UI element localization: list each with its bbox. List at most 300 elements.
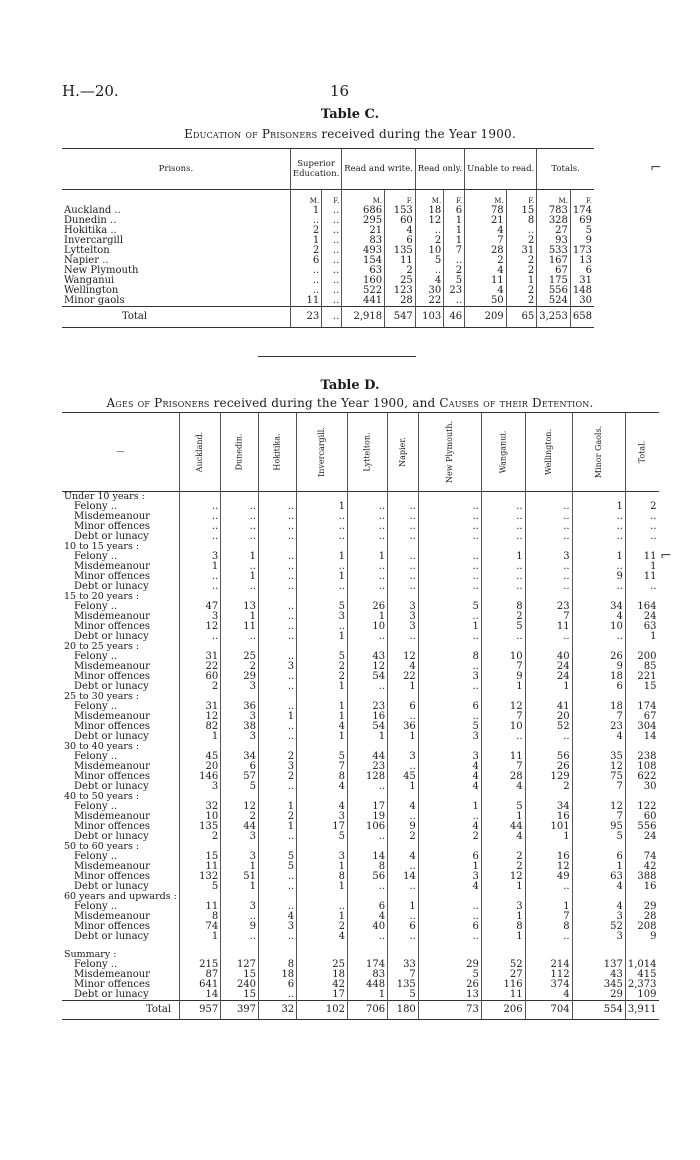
table-cell: 123 — [385, 286, 416, 296]
table-cell: 1 — [297, 682, 348, 692]
total-row — [62, 307, 594, 328]
table-cell: 4 — [465, 226, 507, 236]
table-cell: .. — [221, 632, 259, 642]
table-cell: 1 — [625, 632, 658, 642]
table-cell: .. — [481, 522, 525, 532]
table-cell: 493 — [342, 246, 385, 256]
table-cell: .. — [297, 902, 348, 912]
table-row — [62, 732, 659, 742]
mf-label: M. — [537, 190, 571, 207]
table-cell: 32 — [179, 802, 220, 812]
column-header-label: Wellington. — [543, 429, 553, 475]
table-cell: 15 — [179, 852, 220, 862]
table-cell: 3 — [418, 872, 481, 882]
table-cell: 15 — [221, 970, 259, 980]
table-cell: 51 — [221, 872, 259, 882]
table-cell: 41 — [525, 702, 572, 712]
table-cell: .. — [179, 502, 220, 512]
table-cell: .. — [347, 572, 387, 582]
table-cell: 135 — [385, 246, 416, 256]
table-cell: 200 — [625, 652, 658, 662]
table-cell: 18 — [297, 970, 348, 980]
table-cell: 12 — [572, 762, 625, 772]
table-cell: 1 — [418, 862, 481, 872]
table-cell: 23 — [347, 702, 387, 712]
table-cell: .. — [525, 532, 572, 542]
table-cell: 2 — [506, 266, 537, 276]
table-cell: 25 — [221, 652, 259, 662]
table-cell: .. — [259, 732, 297, 742]
col-category-dash: — — [116, 447, 125, 456]
total-label: Total — [62, 1001, 179, 1020]
table-cell: 2 — [465, 256, 507, 266]
table-cell: .. — [481, 572, 525, 582]
row-label: Minor offences — [74, 979, 150, 990]
table-cell: 26 — [572, 652, 625, 662]
table-cell: 8 — [259, 960, 297, 970]
table-cell: .. — [322, 226, 342, 236]
table-c — [62, 148, 594, 328]
table-cell: 16 — [525, 852, 572, 862]
table-d — [62, 412, 659, 1020]
table-cell: 215 — [179, 960, 220, 970]
table-cell: 1 — [481, 932, 525, 942]
table-cell: 1 — [625, 562, 658, 572]
table-cell: .. — [418, 712, 481, 722]
table-cell: 622 — [625, 772, 658, 782]
table-cell: 3 — [221, 682, 259, 692]
table-cell: 52 — [525, 722, 572, 732]
table-cell: 11 — [625, 572, 658, 582]
table-cell: 14 — [388, 872, 419, 882]
table-cell: 44 — [221, 822, 259, 832]
total-cell: .. — [322, 307, 342, 328]
table-cell: .. — [347, 782, 387, 792]
table-cell: .. — [625, 582, 658, 592]
table-cell: .. — [415, 266, 443, 276]
table-cell: .. — [418, 812, 481, 822]
table-cell: .. — [322, 236, 342, 246]
table-cell: 8 — [347, 862, 387, 872]
table-cell: 6 — [444, 206, 465, 216]
table-cell: .. — [572, 512, 625, 522]
table-cell: 6 — [572, 682, 625, 692]
table-cell: 6 — [418, 702, 481, 712]
table-cell: .. — [388, 522, 419, 532]
table-cell: 8 — [297, 772, 348, 782]
table-row — [62, 532, 659, 542]
table-cell: .. — [388, 582, 419, 592]
table-cell: 28 — [481, 772, 525, 782]
table-cell: .. — [388, 632, 419, 642]
table-cell: 4 — [297, 932, 348, 942]
table-cell: 2,373 — [625, 980, 658, 990]
row-label: New Plymouth — [64, 265, 139, 276]
table-cell: 3 — [221, 902, 259, 912]
table-cell: 23 — [525, 602, 572, 612]
table-cell: 4 — [572, 612, 625, 622]
margin-mark: ⌐ — [650, 160, 662, 176]
table-cell: 45 — [179, 752, 220, 762]
table-cell: 1 — [297, 862, 348, 872]
table-cell: 30 — [570, 296, 594, 307]
table-row — [62, 206, 594, 216]
table-cell: .. — [572, 632, 625, 642]
page-reference: H.—20. — [62, 82, 119, 100]
table-cell: .. — [418, 512, 481, 522]
group-heading: 25 to 30 years : — [64, 691, 140, 702]
table-cell: 1 — [297, 702, 348, 712]
table-cell: 2 — [418, 832, 481, 842]
table-cell: .. — [481, 732, 525, 742]
total-cell: 209 — [465, 307, 507, 328]
table-cell: 7 — [465, 236, 507, 246]
spacer-cell — [418, 942, 481, 950]
table-cell: 14 — [625, 732, 658, 742]
page-number: 16 — [330, 82, 350, 100]
table-cell: 28 — [625, 912, 658, 922]
table-cell: .. — [290, 286, 321, 296]
total-label: Total — [62, 307, 290, 328]
table-cell: 7 — [525, 912, 572, 922]
table-row — [62, 286, 594, 296]
table-cell: 2 — [525, 782, 572, 792]
table-c-subtitle-caps: Education of Prisoners — [184, 127, 318, 141]
table-cell: 42 — [297, 980, 348, 990]
table-cell: 3 — [388, 622, 419, 632]
total-cell: 65 — [506, 307, 537, 328]
table-cell: .. — [179, 532, 220, 542]
table-cell: 2 — [415, 236, 443, 246]
table-cell: 3 — [221, 712, 259, 722]
column-header-label: Invercargill. — [317, 427, 327, 477]
table-cell: 1 — [221, 612, 259, 622]
table-row — [62, 226, 594, 236]
table-cell: 106 — [347, 822, 387, 832]
table-cell: 6 — [572, 852, 625, 862]
table-cell: 78 — [465, 206, 507, 216]
table-cell: 1 — [572, 552, 625, 562]
table-cell: 641 — [179, 980, 220, 990]
total-cell: 206 — [481, 1001, 525, 1020]
table-cell: 9 — [572, 662, 625, 672]
spacer-cell — [525, 942, 572, 950]
table-cell: .. — [525, 582, 572, 592]
table-cell: 3 — [572, 912, 625, 922]
table-cell: 1 — [525, 902, 572, 912]
table-cell: 122 — [625, 802, 658, 812]
table-cell: 9 — [570, 236, 594, 246]
table-cell: 1 — [179, 562, 220, 572]
table-cell: 174 — [570, 206, 594, 216]
table-cell: 5 — [418, 602, 481, 612]
table-cell: 74 — [179, 922, 220, 932]
column-header-label: Lyttelton. — [362, 432, 372, 472]
table-cell: 5 — [259, 852, 297, 862]
table-cell: 109 — [625, 990, 658, 1001]
table-cell: 8 — [481, 602, 525, 612]
row-label: Minor offences — [74, 521, 150, 532]
table-cell: 45 — [388, 772, 419, 782]
table-cell: 4 — [388, 852, 419, 862]
table-cell: 9 — [625, 932, 658, 942]
total-cell: 46 — [444, 307, 465, 328]
mf-header-row — [62, 190, 594, 207]
table-cell: 5 — [418, 722, 481, 732]
table-cell: 2 — [385, 266, 416, 276]
table-cell: 7 — [444, 246, 465, 256]
table-cell: 2 — [179, 682, 220, 692]
table-cell: 3 — [388, 612, 419, 622]
table-cell: 12 — [572, 802, 625, 812]
table-cell: 11 — [481, 990, 525, 1001]
row-label: Felony .. — [74, 801, 118, 812]
column-header-label: Dunedin. — [234, 433, 244, 471]
table-cell: 304 — [625, 722, 658, 732]
table-cell: 146 — [179, 772, 220, 782]
table-cell: 1 — [388, 682, 419, 692]
table-cell: 28 — [385, 296, 416, 307]
table-cell: 31 — [179, 702, 220, 712]
table-cell: 12 — [179, 622, 220, 632]
table-cell: 8 — [525, 922, 572, 932]
table-cell: 5 — [481, 802, 525, 812]
column-header-label: Wanganui. — [498, 430, 508, 474]
table-cell: .. — [625, 512, 658, 522]
table-cell: 7 — [572, 782, 625, 792]
table-cell: 214 — [525, 960, 572, 970]
table-cell: 556 — [537, 286, 571, 296]
table-cell: 56 — [347, 872, 387, 882]
table-cell: 160 — [342, 276, 385, 286]
table-cell: .. — [388, 552, 419, 562]
table-cell: 4 — [297, 782, 348, 792]
table-cell: 63 — [625, 622, 658, 632]
row-label: Misdemeanour — [74, 561, 150, 572]
table-cell: .. — [388, 862, 419, 872]
table-cell: 60 — [179, 672, 220, 682]
table-cell: .. — [179, 572, 220, 582]
table-cell: 60 — [625, 812, 658, 822]
table-cell: .. — [388, 572, 419, 582]
table-cell: 85 — [625, 662, 658, 672]
table-cell: .. — [179, 632, 220, 642]
table-cell: 21 — [342, 226, 385, 236]
table-cell: 44 — [347, 752, 387, 762]
table-cell: .. — [259, 682, 297, 692]
table-cell: .. — [525, 572, 572, 582]
spacer-cell — [481, 942, 525, 950]
table-cell: .. — [259, 582, 297, 592]
table-cell: 5 — [221, 782, 259, 792]
table-c-subtitle-rest: received during the Year 1900. — [321, 127, 516, 141]
table-cell: .. — [388, 912, 419, 922]
table-cell: 16 — [347, 712, 387, 722]
table-cell: 6 — [388, 702, 419, 712]
table-cell: 1 — [347, 732, 387, 742]
table-cell: 18 — [415, 206, 443, 216]
table-cell: 4 — [572, 882, 625, 892]
table-cell: 23 — [572, 722, 625, 732]
table-cell: 26 — [418, 980, 481, 990]
table-cell: 2 — [179, 832, 220, 842]
table-cell: .. — [322, 276, 342, 286]
table-cell: 4 — [388, 802, 419, 812]
table-cell: 2 — [506, 256, 537, 266]
table-cell: 1 — [481, 552, 525, 562]
column-header — [347, 413, 387, 492]
table-c-subtitle — [0, 127, 700, 141]
group-heading: Under 10 years : — [64, 491, 145, 502]
table-cell: 11 — [481, 752, 525, 762]
group-heading: 40 to 50 years : — [64, 791, 140, 802]
margin-mark: ⌐ — [660, 548, 672, 564]
table-cell: 1 — [388, 902, 419, 912]
table-cell: 112 — [525, 970, 572, 980]
col-category — [62, 413, 179, 492]
spacer-row — [62, 942, 659, 950]
table-cell: .. — [418, 912, 481, 922]
table-cell: 3 — [179, 782, 220, 792]
table-cell: .. — [418, 502, 481, 512]
row-label: Felony .. — [74, 959, 118, 970]
table-cell: 1 — [297, 732, 348, 742]
table-cell: .. — [322, 246, 342, 256]
total-cell: 103 — [415, 307, 443, 328]
table-cell: .. — [444, 256, 465, 266]
row-label: Felony .. — [74, 601, 118, 612]
table-cell: 441 — [342, 296, 385, 307]
table-cell: 153 — [385, 206, 416, 216]
table-cell: 19 — [347, 812, 387, 822]
table-cell: 4 — [465, 266, 507, 276]
table-cell: 18 — [572, 702, 625, 712]
table-cell: .. — [322, 256, 342, 266]
table-cell: 1 — [525, 832, 572, 842]
table-cell: 25 — [385, 276, 416, 286]
table-cell: .. — [259, 522, 297, 532]
table-cell: 3 — [221, 832, 259, 842]
table-cell: 3 — [259, 662, 297, 672]
table-cell: .. — [347, 932, 387, 942]
table-cell: .. — [481, 532, 525, 542]
table-cell: 4 — [347, 912, 387, 922]
table-row — [62, 236, 594, 246]
table-cell: .. — [418, 572, 481, 582]
table-cell: .. — [418, 612, 481, 622]
table-cell: .. — [259, 652, 297, 662]
table-cell: 8 — [506, 216, 537, 226]
total-cell: 2,918 — [342, 307, 385, 328]
table-cell: 5 — [415, 256, 443, 266]
table-row — [62, 682, 659, 692]
table-cell: .. — [388, 712, 419, 722]
table-cell: 4 — [525, 990, 572, 1001]
table-cell: 7 — [525, 612, 572, 622]
table-cell: .. — [259, 512, 297, 522]
table-cell: 238 — [625, 752, 658, 762]
row-label: Minor offences — [74, 621, 150, 632]
table-cell: 7 — [481, 712, 525, 722]
table-cell: .. — [388, 762, 419, 772]
table-cell: 2 — [506, 296, 537, 307]
table-cell: .. — [572, 522, 625, 532]
table-cell: 14 — [179, 990, 220, 1001]
row-label: Minor offences — [74, 671, 150, 682]
table-cell: .. — [525, 562, 572, 572]
row-label: Felony .. — [74, 851, 118, 862]
table-cell: 2 — [259, 772, 297, 782]
table-cell: 8 — [179, 912, 220, 922]
table-cell: 154 — [342, 256, 385, 266]
table-row — [62, 632, 659, 642]
table-cell: 10 — [179, 812, 220, 822]
table-cell: .. — [347, 502, 387, 512]
table-cell: 533 — [537, 246, 571, 256]
col-read-write: Read and write. — [342, 149, 416, 190]
table-cell: 7 — [572, 712, 625, 722]
table-cell: 16 — [625, 882, 658, 892]
table-cell: 6 — [290, 256, 321, 266]
table-cell: 2 — [221, 812, 259, 822]
table-cell: .. — [418, 932, 481, 942]
row-label: Misdemeanour — [74, 661, 150, 672]
column-header — [625, 413, 658, 492]
spacer-cell — [259, 942, 297, 950]
table-cell: .. — [481, 502, 525, 512]
table-cell: 4 — [418, 822, 481, 832]
table-cell: 137 — [572, 960, 625, 970]
table-d-title: Table D. — [320, 378, 380, 393]
row-label: Felony .. — [74, 651, 118, 662]
table-cell: 108 — [625, 762, 658, 772]
table-cell: .. — [259, 532, 297, 542]
table-cell: 95 — [572, 822, 625, 832]
table-cell: .. — [297, 532, 348, 542]
table-cell: 9 — [388, 822, 419, 832]
table-cell: .. — [297, 512, 348, 522]
table-cell: .. — [259, 872, 297, 882]
table-cell: 52 — [481, 960, 525, 970]
table-cell: 4 — [418, 882, 481, 892]
table-cell: 132 — [179, 872, 220, 882]
table-cell: 83 — [342, 236, 385, 246]
table-cell: 4 — [388, 662, 419, 672]
table-cell: 8 — [481, 922, 525, 932]
mf-label: F. — [322, 190, 342, 207]
table-cell: 40 — [525, 652, 572, 662]
table-cell: 2 — [297, 672, 348, 682]
table-cell: 1 — [572, 502, 625, 512]
table-cell: 2 — [506, 236, 537, 246]
table-row — [62, 782, 659, 792]
table-cell: 12 — [481, 872, 525, 882]
table-cell: 36 — [221, 702, 259, 712]
table-cell: 4 — [418, 782, 481, 792]
table-cell: .. — [481, 562, 525, 572]
row-label: Lyttelton — [64, 245, 110, 256]
table-cell: 1 — [418, 622, 481, 632]
table-cell: .. — [418, 682, 481, 692]
table-row — [62, 276, 594, 286]
row-label: Minor offences — [74, 871, 150, 882]
column-header — [388, 413, 419, 492]
table-cell: 524 — [537, 296, 571, 307]
table-cell: 1 — [347, 552, 387, 562]
table-cell: 10 — [572, 622, 625, 632]
table-cell: 33 — [388, 960, 419, 970]
table-cell: 1 — [259, 822, 297, 832]
